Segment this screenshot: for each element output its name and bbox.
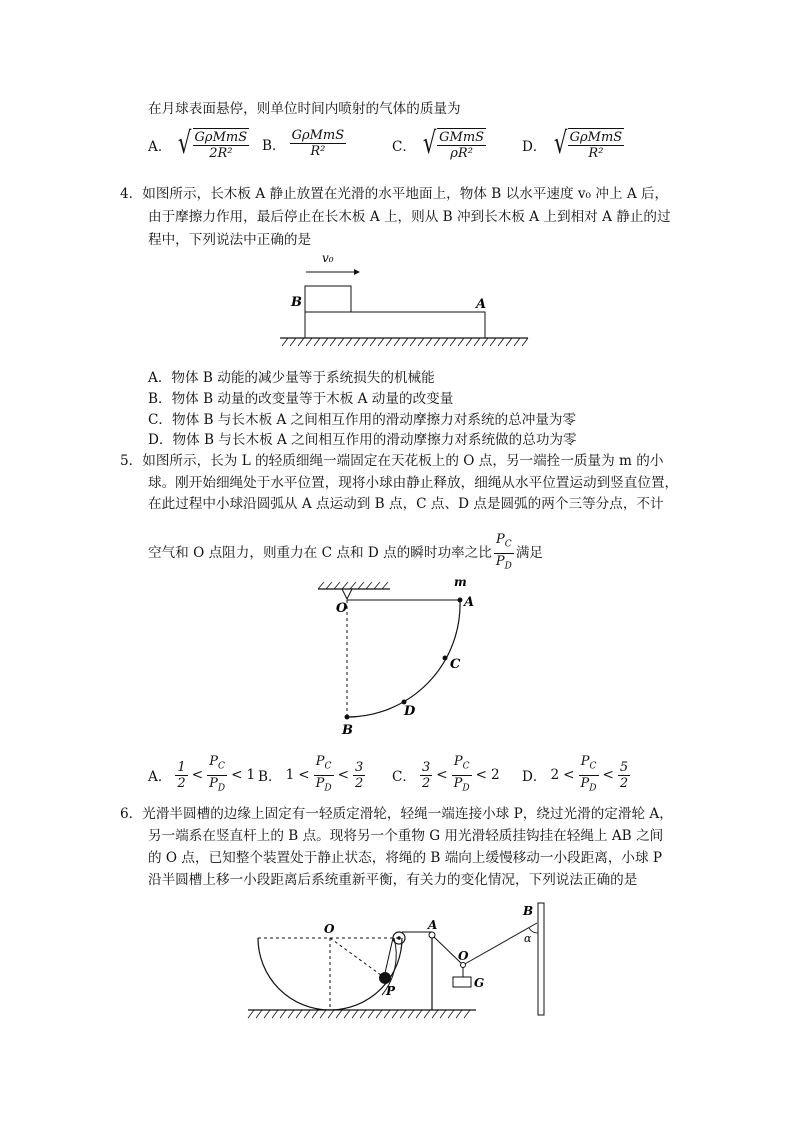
- q3-option-c-label: C．: [392, 138, 416, 155]
- q5-option-d-label: D．: [522, 769, 547, 786]
- pivot-mount: [342, 589, 352, 599]
- q4-option-c: C．物体 B 与长木板 A 之间相互作用的滑动摩擦力对系统的总冲量为零: [148, 412, 577, 428]
- q4-stem-line3: 程中，下列说法中正确的是: [148, 232, 312, 248]
- point-b: [345, 715, 350, 720]
- velocity-arrowhead: [354, 269, 360, 275]
- sqrt-symbol: √ $\frac{\text{GρMmS}}{\text{R²}}$: [553, 126, 623, 161]
- label-o1: O: [324, 922, 335, 936]
- less-than: <: [231, 767, 243, 784]
- q3-option-b-label: B．: [262, 137, 286, 154]
- q3-option-c-num: GMmS: [439, 130, 485, 145]
- sqrt-symbol: √ $\frac{\text{GMmS}}{\text{ρR²}}$: [422, 126, 485, 161]
- ball-p: [379, 972, 391, 984]
- q6-stem-line2: 另一端系在竖直杆上的 B 点。现将另一个重物 G 用光滑轻质挂钩挂在轻绳上 AB 之间: [148, 828, 664, 844]
- frac-den: 2: [177, 775, 186, 791]
- less-than: <: [475, 767, 488, 784]
- frac-den: 2: [422, 775, 431, 791]
- rope-to-ball: [385, 938, 393, 973]
- q5-stem-line4-post: 满足: [515, 545, 543, 562]
- label-o: O: [336, 601, 348, 616]
- q5-option-d: D． 2 < $\frac{P_C}{P_D}$ < $\frac{5}{2}$: [522, 754, 630, 796]
- frac-num: 3: [422, 759, 431, 775]
- board-a: [305, 312, 485, 338]
- q6-stem-line1: 6．光滑半圆槽的边缘上固定有一轻质定滑轮，轻绳一端连接小球 P，绕过光滑的定滑轮 A，: [120, 806, 673, 822]
- q4-stem-line2: 由于摩擦力作用，最后停止在长木板 A 上，则从 B 冲到长木板 A 上到相对 A 静止的过: [148, 209, 671, 225]
- less-than: <: [602, 767, 614, 784]
- hook-o: [461, 963, 466, 968]
- q3-option-d-den: R²: [568, 145, 625, 161]
- q3-option-b: [262, 128, 346, 159]
- q6-stem-line4: 沿半圆槽上移一小段距离后系统重新平衡，有关力的变化情况，下列说法正确的是: [148, 872, 638, 888]
- q5-option-b-label: B．: [258, 769, 282, 786]
- label-d: D: [404, 704, 416, 719]
- q5-option-a: A． $\frac{1}{2}$ < $\frac{P_C}{P_D}$ < 1: [148, 754, 255, 796]
- q3-option-a-label: A．: [148, 138, 172, 155]
- frac-num: 1: [177, 759, 186, 775]
- less-than: <: [436, 767, 448, 784]
- q3-option-d: [522, 128, 624, 161]
- ground-hatching: [248, 1010, 470, 1018]
- q4-option-a: A．物体 B 动能的减少量等于系统损失的机械能: [148, 370, 435, 386]
- q5-stem-line4: [148, 532, 543, 574]
- q4-stem-line1: 4．如图所示，长木板 A 静止放置在光滑的水平地面上，物体 B 以水平速度 v₀ 冲上 A 后，: [120, 186, 669, 202]
- bound-value: 1: [246, 767, 256, 784]
- q5-stem-line2: 球。刚开始细绳处于水平位置，现将小球由静止释放，细绳从水平位置运动到竖直位置，: [148, 475, 679, 491]
- sqrt-symbol: √ $\frac{\text{GρMmS}}{\text{2R²}}$: [178, 126, 248, 161]
- frac-den: 2: [355, 775, 364, 791]
- less-than: <: [298, 767, 310, 784]
- q3-option-c-den: ρR²: [437, 145, 486, 161]
- q5-option-c-label: C．: [392, 769, 416, 786]
- q6-stem-line3: 的 O 点，已知整个装置处于静止状态，将绳的 B 端向上缓慢移动一小段距离，小球 P: [148, 850, 663, 866]
- ratio-num-p: P: [496, 532, 505, 547]
- q3-option-b-num: GρMmS: [291, 128, 345, 143]
- q3-stem-tail: 在月球表面悬停，则单位时间内喷射的气体的质量为: [148, 101, 461, 117]
- label-b: B: [342, 723, 353, 738]
- label-a: A: [476, 297, 487, 312]
- label-g: G: [474, 976, 485, 990]
- q5-stem-line3: 在此过程中小球沿圆弧从 A 点运动到 B 点，C 点、D 点是圆弧的两个三等分点，不计: [148, 496, 664, 512]
- label-alpha: α: [524, 932, 532, 945]
- q3-option-a: [148, 128, 249, 161]
- label-a: A: [428, 918, 438, 932]
- q3-option-a-num: GρMmS: [194, 130, 248, 145]
- q3-option-a-den: 2R²: [193, 145, 250, 161]
- power-ratio: [494, 532, 514, 574]
- v0-label: v₀: [322, 251, 334, 265]
- q5-option-c: C． $\frac{3}{2}$ < $\frac{P_C}{P_D}$ < 2: [392, 754, 500, 796]
- q5-stem-line1: 5．如图所示，长为 L 的轻质细绳一端固定在天花板上的 O 点，另一端拴一质量为 m 的小: [120, 453, 664, 469]
- ratio-den-p: P: [495, 553, 505, 569]
- label-c: C: [450, 657, 461, 672]
- frac-num: 5: [619, 759, 629, 775]
- q3-option-b-den: R²: [290, 143, 347, 159]
- label-a: A: [464, 595, 475, 610]
- q4-figure: [280, 248, 540, 352]
- weight-g: [453, 977, 471, 987]
- label-b: B: [523, 904, 534, 918]
- ceiling-hatching: [318, 582, 388, 589]
- vertical-pole: [538, 903, 544, 1015]
- q5-option-a-label: A．: [148, 769, 172, 786]
- label-p: P: [386, 984, 396, 998]
- point-c: [443, 656, 448, 661]
- ratio-den-sub: D: [504, 561, 512, 572]
- less-than: <: [337, 767, 349, 784]
- block-b: [305, 286, 351, 312]
- pulley-axle: [397, 936, 401, 940]
- bound-value: 2: [550, 767, 560, 784]
- label-m: m: [454, 575, 467, 589]
- q5-stem-line4-pre: 空气和 O 点阻力，则重力在 C 点和 D 点的瞬时功率之比: [148, 545, 492, 562]
- q4-option-d: D．物体 B 与长木板 A 之间相互作用的滑动摩擦力对系统做的总功为零: [148, 432, 577, 448]
- label-o2: O: [458, 949, 469, 963]
- q5-option-b: B． 1 < $\frac{P_C}{P_D}$ < $\frac{3}{2}$: [258, 754, 365, 796]
- frac-num: 3: [355, 759, 364, 775]
- q6-figure: [244, 895, 564, 1025]
- less-than: <: [191, 767, 204, 784]
- q3-option-c: [392, 128, 486, 161]
- q4-option-b: B．物体 B 动量的改变量等于木板 A 动量的改变量: [148, 391, 454, 407]
- radius-dashed: [330, 938, 385, 978]
- bound-value: 1: [285, 767, 295, 784]
- ratio-num-sub: C: [504, 539, 512, 550]
- frac-den: 2: [619, 775, 629, 791]
- bound-value: 2: [491, 767, 500, 784]
- less-than: <: [563, 767, 575, 784]
- point-a: [458, 598, 463, 603]
- q5-figure: [310, 572, 490, 742]
- ground-hatching: [282, 338, 528, 346]
- q3-option-d-num: GρMmS: [569, 130, 623, 145]
- q3-option-d-label: D．: [522, 138, 547, 155]
- label-b: B: [291, 295, 302, 310]
